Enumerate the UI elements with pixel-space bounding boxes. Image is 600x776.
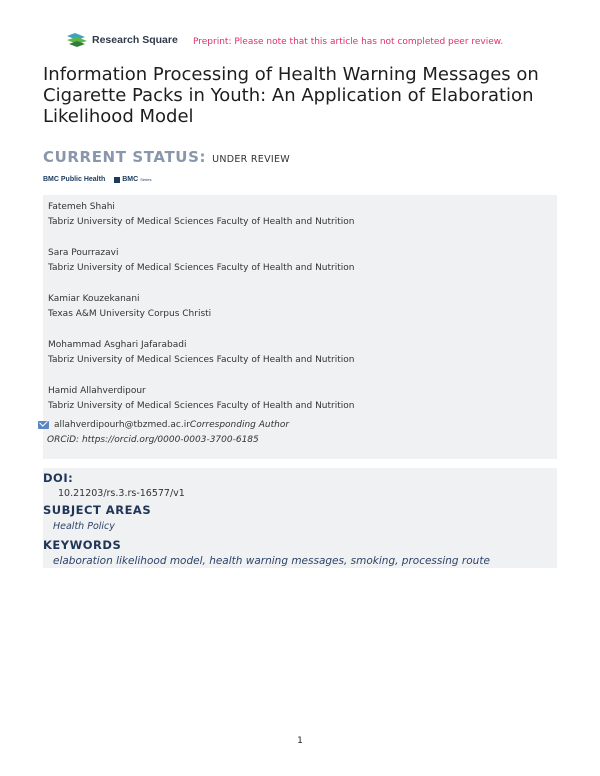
author bbox=[48, 385, 354, 412]
current-status bbox=[43, 148, 290, 166]
keywords-label: KEYWORDS bbox=[43, 538, 122, 552]
author-name: Kamiar Kouzekanani bbox=[48, 294, 140, 304]
series-brand: BMC bbox=[122, 176, 139, 183]
doi-value[interactable]: 10.21203/rs.3.rs-16577/v1 bbox=[58, 488, 185, 499]
author-name: Mohammad Asghari Jafarabadi bbox=[48, 340, 187, 350]
author-affiliation: Texas A&M University Corpus Christi bbox=[48, 309, 212, 319]
logo-text: Research Square bbox=[92, 34, 178, 46]
author-name: Sara Pourrazavi bbox=[48, 248, 119, 258]
author-email[interactable]: allahverdipourh@tbzmed.ac.ir bbox=[54, 420, 190, 430]
preprint-note: Preprint: Please note that this article has not completed peer review. bbox=[193, 37, 504, 47]
author-name: Hamid Allahverdipour bbox=[48, 386, 146, 396]
status-value: UNDER REVIEW bbox=[212, 154, 290, 165]
author bbox=[48, 201, 354, 228]
metadata-section bbox=[43, 468, 557, 568]
article-title: Information Processing of Health Warning Messages on Cigarette Packs in Youth: An Application of Elaboration Likelihood Model bbox=[43, 64, 539, 127]
journal-name: BMC Public Health bbox=[43, 176, 106, 183]
header bbox=[67, 33, 178, 47]
series-word: Series bbox=[140, 177, 152, 182]
author bbox=[48, 293, 211, 320]
author-affiliation: Tabriz University of Medical Sciences Faculty of Health and Nutrition bbox=[48, 217, 355, 227]
journal-row bbox=[43, 176, 152, 183]
research-square-logo-icon bbox=[67, 33, 88, 47]
orcid[interactable]: ORCiD: https://orcid.org/0000-0003-3700-6185 bbox=[47, 435, 259, 445]
subject-areas-value: Health Policy bbox=[53, 521, 115, 532]
keywords-value: elaboration likelihood model, health warning messages, smoking, processing route bbox=[53, 555, 490, 567]
doi-label: DOI: bbox=[43, 471, 74, 485]
author bbox=[48, 247, 354, 274]
subject-areas-label: SUBJECT AREAS bbox=[43, 503, 152, 517]
author bbox=[48, 339, 354, 366]
author-affiliation: Tabriz University of Medical Sciences Faculty of Health and Nutrition bbox=[48, 263, 355, 273]
author-affiliation: Tabriz University of Medical Sciences Faculty of Health and Nutrition bbox=[48, 355, 355, 365]
status-label: CURRENT STATUS: bbox=[43, 148, 207, 166]
bmc-square-icon bbox=[114, 177, 120, 183]
author-name: Fatemeh Shahi bbox=[48, 202, 115, 212]
corresponding-author-label: Corresponding Author bbox=[189, 420, 290, 430]
mail-icon bbox=[38, 421, 49, 429]
author-affiliation: Tabriz University of Medical Sciences Faculty of Health and Nutrition bbox=[48, 401, 355, 411]
authors-section bbox=[43, 195, 557, 459]
bmc-series-logo bbox=[114, 176, 151, 183]
corresponding-contact bbox=[38, 420, 289, 430]
page-number: 1 bbox=[297, 736, 303, 746]
research-square-logo[interactable] bbox=[67, 33, 178, 47]
